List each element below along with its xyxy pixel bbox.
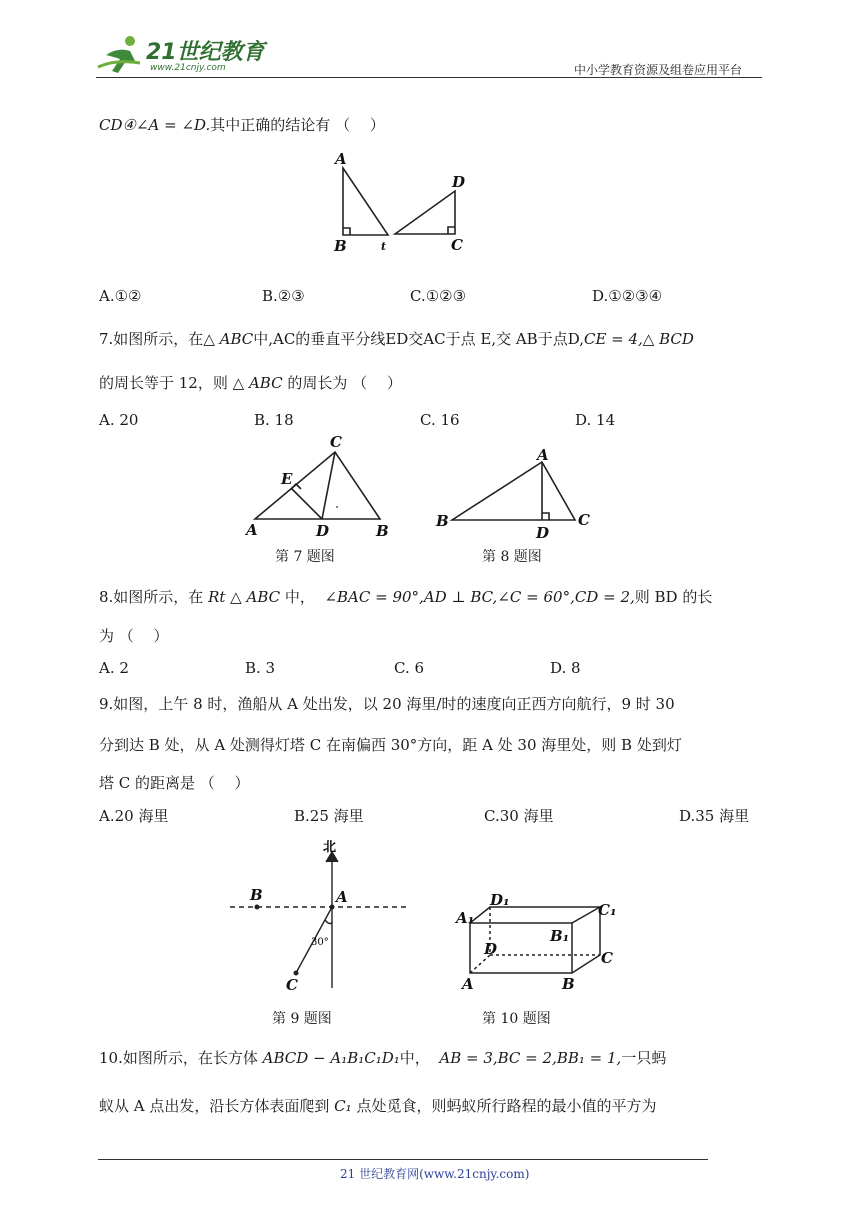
q9-option-d: D.35 海里 (679, 807, 750, 825)
footer-link[interactable]: 21 世纪教育网(www.21cnjy.com) (340, 1167, 530, 1181)
q9-line3: 塔 C 的距离是 （ ） (99, 774, 250, 792)
q7-label-e: E (281, 470, 293, 488)
q9-line1: 9.如图，上午 8 时，渔船从 A 处出发，以 20 海里/时的速度向正西方向航行，9 时 30 (99, 695, 675, 713)
q9-option-b: B.25 海里 (294, 807, 364, 825)
q8-figure (430, 444, 600, 544)
q10-label-b1: B₁ (550, 927, 570, 945)
q9-angle-label: 30° (311, 937, 329, 948)
q9-north-label: 北 (323, 840, 337, 855)
q6-label-d: D (452, 173, 466, 191)
q7-label-b: B (376, 522, 389, 540)
q6-label-b: B (334, 237, 347, 255)
q8-label-b: B (436, 512, 449, 530)
q6-figure (320, 148, 480, 258)
q7-figure (240, 432, 410, 542)
q8-option-d: D. 8 (550, 659, 581, 677)
q9-caption: 第 9 题图 (272, 1011, 332, 1027)
header-logo (96, 33, 266, 77)
header-platform-text: 中小学教育资源及组卷应用平台 (574, 63, 743, 77)
q7-label-c: C (330, 433, 342, 451)
q10-figure (448, 893, 628, 1003)
q10-label-a: A (462, 975, 474, 993)
q8-label-a: A (537, 446, 549, 464)
q7-line1: 7.如图所示，在△ ABC中,AC的垂直平分线ED交AC于点 E,交 AB于点D,CE = 4,△ BCD (99, 330, 694, 348)
q8-label-d: D (536, 524, 550, 542)
q7-option-c: C. 16 (420, 411, 460, 429)
q7-option-b: B. 18 (254, 411, 294, 429)
q6-option-b: B.②③ (262, 287, 305, 305)
q10-label-d1: D₁ (490, 893, 510, 909)
q7-option-a: A. 20 (99, 411, 139, 429)
q6-label-c: C (451, 236, 463, 254)
q10-line2: 蚁从 A 点出发，沿长方体表面爬到 C₁ 点处觅食，则蚂蚁所行路程的最小值的平方为 (99, 1097, 657, 1115)
q9-figure (226, 838, 416, 1003)
q7-label-a: A (246, 521, 258, 539)
q6-statement: CD④∠A = ∠D.其中正确的结论有 （ ） (99, 116, 385, 134)
q8-caption: 第 8 题图 (482, 549, 542, 565)
q10-label-b: B (562, 975, 575, 993)
q7-label-d: D (316, 522, 330, 540)
q8-option-a: A. 2 (99, 659, 129, 677)
logo-title: 21世纪教育 (146, 40, 265, 65)
q7-caption: 第 7 题图 (275, 549, 335, 565)
q8-line2: 为 （ ） (99, 627, 169, 645)
q10-line1: 10.如图所示，在长方体 ABCD − A₁B₁C₁D₁中， AB = 3,BC = 2,BB₁ = 1,一只蚂 (99, 1049, 667, 1067)
q9-label-b: B (250, 886, 263, 904)
q10-label-c1: C₁ (598, 901, 617, 919)
q6-option-a: A.①② (99, 287, 142, 305)
q7-option-d: D. 14 (575, 411, 616, 429)
q6-option-c: C.①②③ (410, 287, 467, 305)
q7-line2: 的周长等于 12，则 △ ABC 的周长为 （ ） (99, 374, 402, 392)
q9-label-c: C (286, 976, 298, 994)
q10-label-d: D (484, 940, 498, 958)
q9-line2: 分到达 B 处，从 A 处测得灯塔 C 在南偏西 30°方向，距 A 处 30 海里处，则 B 处到灯 (99, 736, 682, 754)
logo-url: www.21cnjy.com (150, 63, 226, 73)
q10-label-c: C (601, 949, 613, 967)
q6-label-t: t (381, 240, 387, 253)
q8-label-c: C (578, 511, 590, 529)
q6-label-a: A (335, 150, 347, 168)
q10-caption: 第 10 题图 (482, 1011, 551, 1027)
q9-option-a: A.20 海里 (99, 807, 169, 825)
q8-option-b: B. 3 (245, 659, 276, 677)
q9-option-c: C.30 海里 (484, 807, 554, 825)
header-divider (96, 77, 762, 78)
footer-divider (98, 1159, 708, 1160)
q8-line1: 8.如图所示，在 Rt △ ABC 中， ∠BAC = 90°,AD ⊥ BC,∠C = 60°,CD = 2,则 BD 的长 (99, 588, 713, 606)
q8-option-c: C. 6 (394, 659, 425, 677)
q9-label-a: A (336, 888, 348, 906)
q6-option-d: D.①②③④ (592, 287, 663, 305)
q10-label-a1: A₁ (456, 909, 475, 927)
